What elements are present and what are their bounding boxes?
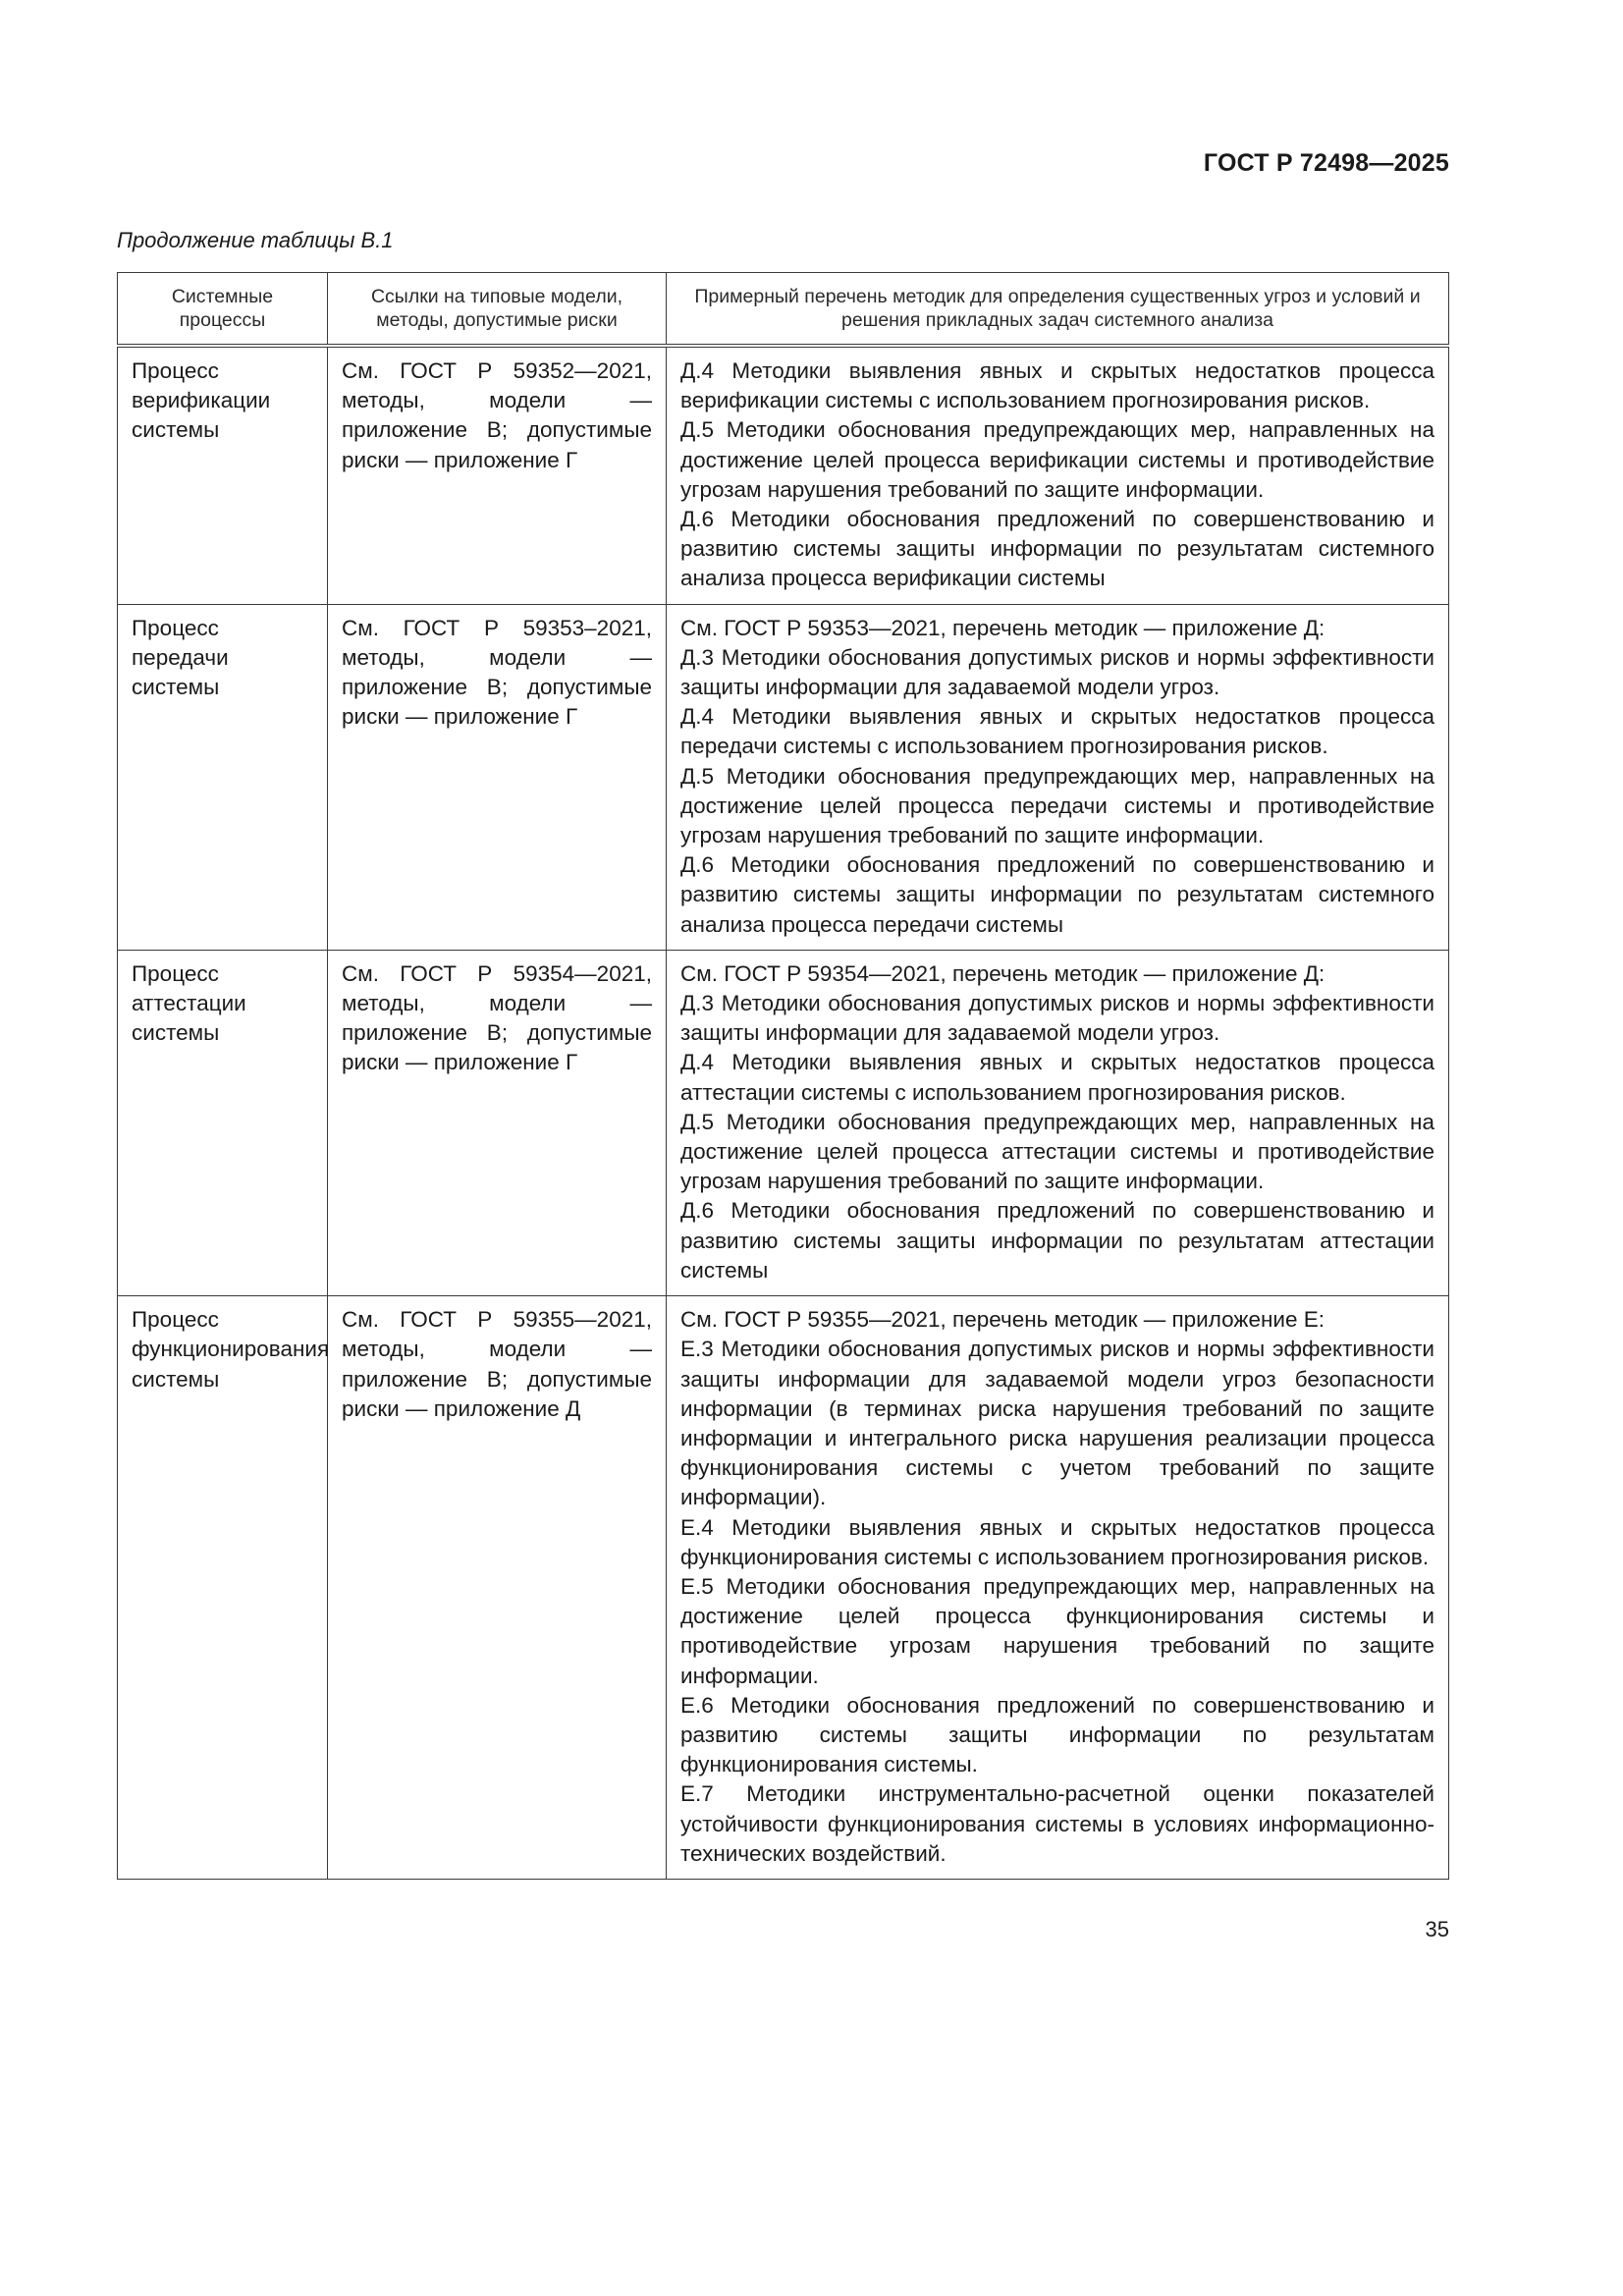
method-item: Д.4 Методики выявления явных и скрытых недостатков процесса верификации системы с использованием прогнозирования рисков.: [680, 358, 1434, 413]
process-cell: Процесс аттестации системы: [118, 950, 328, 1295]
methods-cell: [667, 604, 1449, 950]
document-code: ГОСТ Р 72498—2025: [1203, 149, 1449, 177]
references-cell: См. ГОСТ Р 59353–2021, методы, модели — приложение В; допустимые риски — приложение Г: [328, 604, 667, 950]
method-item: Д.3 Методики обоснования допустимых рисков и нормы эффективности защиты информации для задаваемой модели угроз.: [680, 644, 1434, 700]
method-item: Д.5 Методики обоснования предупреждающих мер, направленных на достижение целей процесса аттестации системы и противодействие угрозам нарушения требований по защите информации.: [680, 1109, 1434, 1194]
method-item: См. ГОСТ Р 59354—2021, перечень методик — приложение Д:: [680, 960, 1325, 986]
table-row: [118, 604, 1449, 950]
method-item: Д.6 Методики обоснования предложений по совершенствованию и развитию системы защиты информации по результатам аттестации системы: [680, 1198, 1434, 1283]
method-item: Е.5 Методики обоснования предупреждающих мер, направленных на достижение целей процесса функционирования системы и противодействие угрозам нарушения требований по защите информации.: [680, 1573, 1434, 1688]
method-item: Д.6 Методики обоснования предложений по совершенствованию и развитию системы защиты информации по результатам системного анализа процесса передачи системы: [680, 852, 1434, 937]
process-cell: Процесс верификации системы: [118, 346, 328, 604]
table-row: [118, 950, 1449, 1295]
method-item: Е.6 Методики обоснования предложений по совершенствованию и развитию системы защиты информации по результатам функционирования системы.: [680, 1692, 1434, 1777]
method-item: См. ГОСТ Р 59355—2021, перечень методик — приложение Е:: [680, 1307, 1325, 1333]
methods-cell: [667, 346, 1449, 604]
method-item: Д.3 Методики обоснования допустимых рисков и нормы эффективности защиты информации для задаваемой модели угроз.: [680, 991, 1434, 1046]
method-item: См. ГОСТ Р 59353—2021, перечень методик — приложение Д:: [680, 615, 1325, 640]
references-cell: См. ГОСТ Р 59354—2021, методы, модели — приложение В; допустимые риски — приложение Г: [328, 950, 667, 1295]
header-system-processes: Системные процессы: [118, 273, 328, 347]
references-cell: См. ГОСТ Р 59352—2021, методы, модели — приложение В; допустимые риски — приложение Г: [328, 346, 667, 604]
table-row: [118, 1296, 1449, 1880]
header-references: Ссылки на типовые модели, методы, допустимые риски: [328, 273, 667, 347]
methods-cell: [667, 950, 1449, 1295]
references-cell: См. ГОСТ Р 59355—2021, методы, модели — приложение В; допустимые риски — приложение Д: [328, 1296, 667, 1880]
method-item: Е.7 Методики инструментально-расчетной оценки показателей устойчивости функционирования системы в условиях информационно-технических воздействий.: [680, 1781, 1434, 1866]
method-item: Д.6 Методики обоснования предложений по совершенствованию и развитию системы защиты информации по результатам системного анализа процесса верификации системы: [680, 507, 1434, 591]
table-body: [118, 346, 1449, 1879]
method-item: Д.4 Методики выявления явных и скрытых недостатков процесса аттестации системы с использованием прогнозирования рисков.: [680, 1050, 1434, 1105]
method-item: Д.4 Методики выявления явных и скрытых недостатков процесса передачи системы с использованием прогнозирования рисков.: [680, 704, 1434, 759]
method-item: Д.5 Методики обоснования предупреждающих мер, направленных на достижение целей процесса верификации системы и противодействие угрозам нарушения требований по защите информации.: [680, 417, 1434, 502]
methods-cell: [667, 1296, 1449, 1880]
header-methods-list: Примерный перечень методик для определения существенных угроз и условий и решения прикладных задач системного анализа: [667, 273, 1449, 347]
process-cell: Процесс функционирования системы: [118, 1296, 328, 1880]
method-item: Е.4 Методики выявления явных и скрытых недостатков процесса функционирования системы с использованием прогнозирования рисков.: [680, 1514, 1434, 1569]
table-caption: Продолжение таблицы В.1: [117, 228, 394, 252]
table-header-row: [118, 273, 1449, 347]
process-cell: Процесс передачи системы: [118, 604, 328, 950]
page-number: 35: [1425, 1917, 1449, 1941]
method-item: Д.5 Методики обоснования предупреждающих мер, направленных на достижение целей процесса передачи системы и противодействие угрозам нарушения требований по защите информации.: [680, 763, 1434, 848]
table-row: [118, 346, 1449, 604]
method-item: Е.3 Методики обоснования допустимых рисков и нормы эффективности защиты информации для задаваемой модели угроз безопасности информации (в терминах риска нарушения требований по защите информации и интегрального риска нарушения реализации процесса функционирования системы с учетом требований по защите информации).: [680, 1337, 1434, 1510]
methods-table: [117, 272, 1449, 1880]
